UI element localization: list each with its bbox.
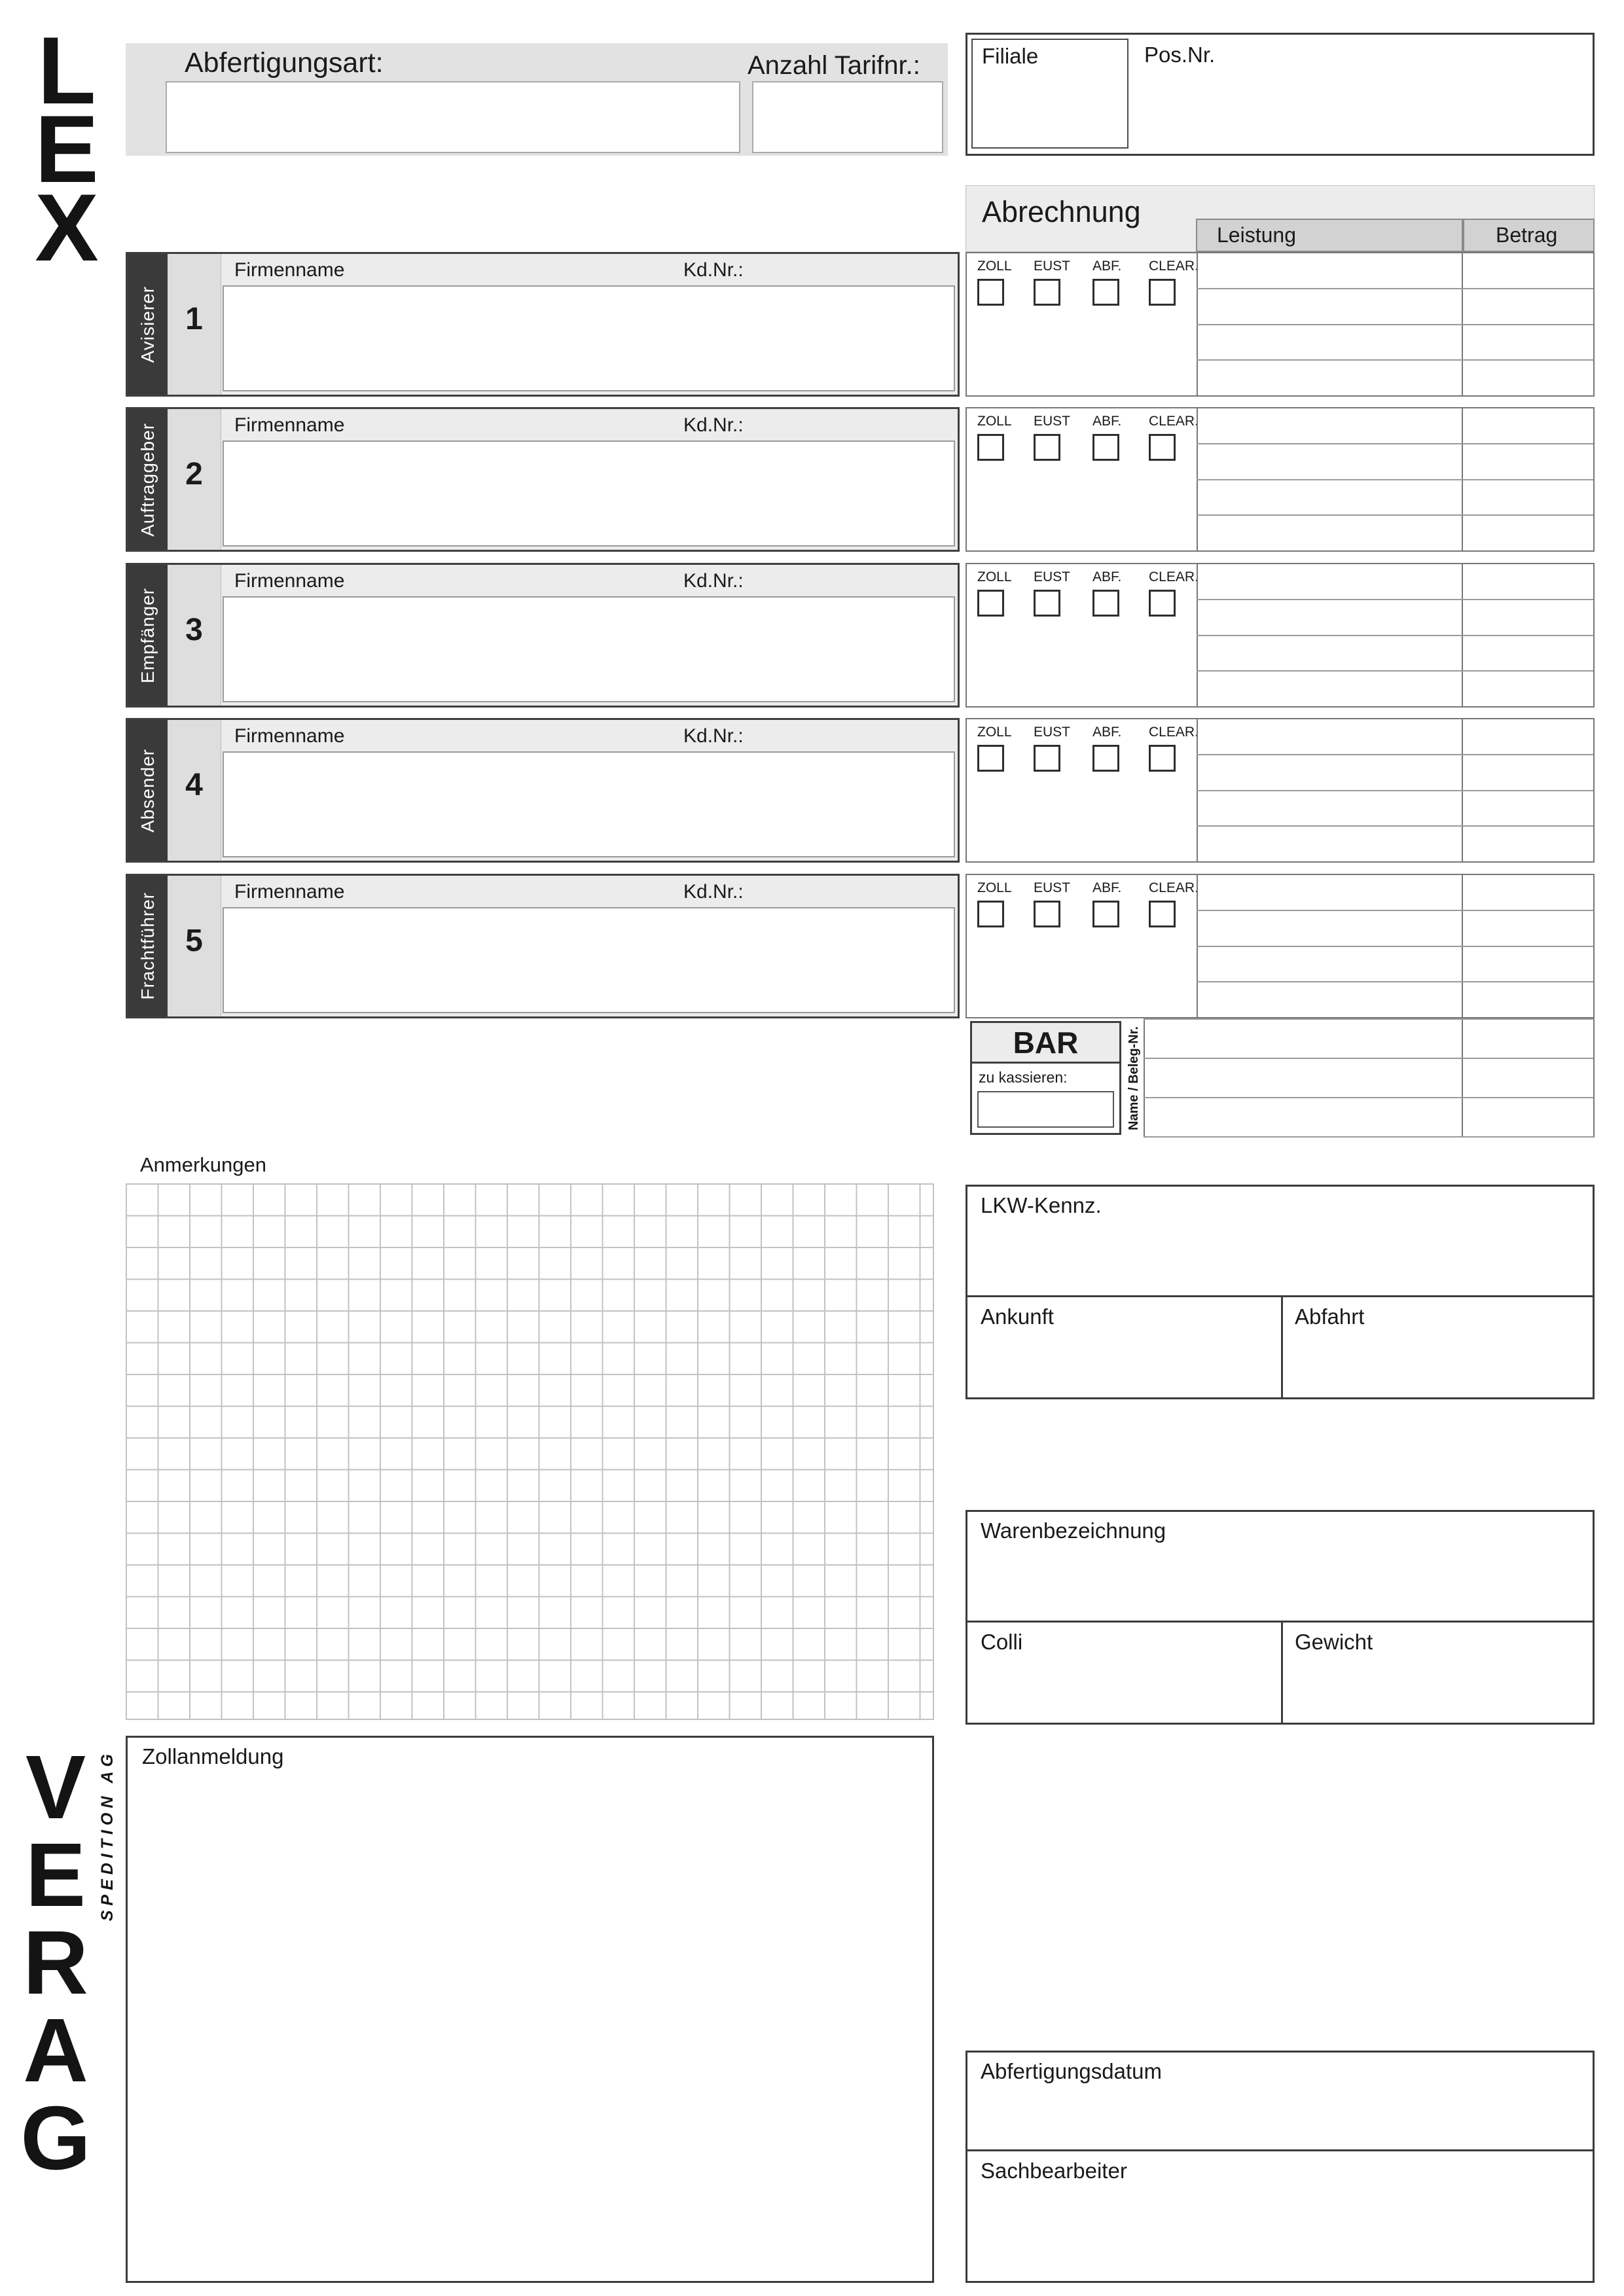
party-fields (126, 718, 960, 863)
zoll-label: ZOLL (977, 414, 1012, 429)
abf-checkbox[interactable] (1092, 434, 1119, 461)
leistung-cell[interactable] (1197, 636, 1463, 671)
party-role-label: Frachtführer (137, 892, 158, 1000)
party-number: 2 (168, 409, 221, 550)
clear-label: CLEAR. (1149, 414, 1199, 429)
table-row (1197, 719, 1593, 755)
eust-checkbox[interactable] (1034, 590, 1060, 617)
firmenname-input[interactable] (223, 285, 955, 391)
betrag-cell[interactable] (1463, 636, 1593, 671)
party-role-label: Auftraggeber (137, 422, 158, 537)
anzahl-tarifnr-input[interactable] (752, 81, 943, 153)
betrag-cell[interactable] (1463, 516, 1593, 550)
lex-logo: LEX (35, 17, 99, 281)
divider (967, 1295, 1593, 1297)
table-row (1197, 755, 1593, 791)
checkbox-area (965, 564, 1197, 706)
name-beleg-strip (1121, 1018, 1146, 1138)
eust-checkbox[interactable] (1034, 745, 1060, 772)
checkbox-area (965, 719, 1197, 861)
zoll-label: ZOLL (977, 880, 1012, 895)
abfertigungsart-section (126, 43, 948, 156)
betrag-cell[interactable] (1463, 325, 1593, 360)
eust-checkbox[interactable] (1034, 901, 1060, 927)
abf-label: ABF. (1092, 725, 1122, 740)
leistung-cell[interactable] (1197, 947, 1463, 982)
table-row (1197, 982, 1593, 1017)
abfertigungsdatum-box[interactable] (965, 2051, 1595, 2283)
leistung-cell[interactable] (1197, 480, 1463, 515)
party-block-absender (126, 718, 1595, 863)
kdnr-label: Kd.Nr.: (683, 881, 744, 903)
party-number: 3 (168, 565, 221, 706)
firmenname-label: Firmenname (234, 414, 345, 436)
table-row (1197, 480, 1593, 516)
zoll-checkbox[interactable] (977, 590, 1004, 617)
firmenname-input[interactable] (223, 751, 955, 857)
leistung-cell[interactable] (1197, 516, 1463, 550)
betrag-cell[interactable] (1463, 719, 1593, 754)
table-row (1197, 636, 1593, 672)
eust-label: EUST (1034, 725, 1071, 740)
table-row (1197, 408, 1593, 444)
verag-logo: VERAG (20, 1737, 91, 2189)
betrag-cell[interactable] (1463, 408, 1593, 443)
clear-checkbox[interactable] (1149, 434, 1176, 461)
table-row (1197, 672, 1593, 706)
leistung-cell[interactable] (1197, 325, 1463, 360)
bar-box (970, 1021, 1121, 1135)
colli-label: Colli (981, 1630, 1023, 1654)
table-row (1197, 516, 1593, 550)
bar-abrechnung-table (1144, 1018, 1595, 1138)
clear-checkbox[interactable] (1149, 745, 1176, 772)
table-row (1144, 1020, 1593, 1059)
leistung-cell[interactable] (1144, 1020, 1463, 1058)
betrag-column-header: Betrag (1463, 219, 1595, 252)
abf-checkbox[interactable] (1092, 279, 1119, 306)
table-row (1144, 1098, 1593, 1136)
abrechnung-title: Abrechnung (982, 195, 1141, 228)
table-row (1197, 875, 1593, 911)
betrag-cell[interactable] (1463, 755, 1593, 790)
betrag-cell[interactable] (1463, 289, 1593, 324)
leistung-cell[interactable] (1197, 444, 1463, 479)
party-block-frachtfuehrer (126, 874, 1595, 1018)
name-beleg-label: Name / Beleg-Nr. (1126, 1026, 1141, 1130)
abf-checkbox[interactable] (1092, 590, 1119, 617)
leistung-cell[interactable] (1197, 600, 1463, 635)
leistung-cell[interactable] (1197, 289, 1463, 324)
abfertigungsdatum-label: Abfertigungsdatum (981, 2059, 1163, 2083)
table-row (1197, 947, 1593, 983)
betrag-cell[interactable] (1463, 1059, 1593, 1097)
abf-checkbox[interactable] (1092, 901, 1119, 927)
divider (967, 2149, 1593, 2151)
table-row (1197, 600, 1593, 636)
eust-label: EUST (1034, 259, 1071, 274)
kdnr-label: Kd.Nr.: (683, 259, 744, 281)
betrag-cell[interactable] (1463, 791, 1593, 826)
zoll-checkbox[interactable] (977, 279, 1004, 306)
betrag-cell[interactable] (1463, 1098, 1593, 1136)
firmenname-input[interactable] (223, 596, 955, 702)
zoll-checkbox[interactable] (977, 434, 1004, 461)
clear-label: CLEAR. (1149, 725, 1199, 740)
abf-label: ABF. (1092, 569, 1122, 584)
zoll-label: ZOLL (977, 725, 1012, 740)
leistung-cell[interactable] (1197, 672, 1463, 706)
betrag-cell[interactable] (1463, 253, 1593, 288)
party-role-strip (128, 409, 168, 550)
party-role-strip (128, 720, 168, 861)
firmenname-input[interactable] (223, 907, 955, 1013)
party-number: 1 (168, 254, 221, 395)
clear-label: CLEAR. (1149, 880, 1199, 895)
betrag-cell[interactable] (1463, 982, 1593, 1017)
sachbearbeiter-label: Sachbearbeiter (981, 2159, 1127, 2183)
warenbezeichnung-label: Warenbezeichnung (981, 1518, 1166, 1543)
party-role-strip (128, 254, 168, 395)
zoll-label: ZOLL (977, 569, 1012, 584)
checkbox-area (965, 875, 1197, 1017)
anzahl-tarifnr-label: Anzahl Tarifnr.: (748, 51, 920, 80)
party-fields (126, 252, 960, 397)
zoll-checkbox[interactable] (977, 745, 1004, 772)
clear-checkbox[interactable] (1149, 590, 1176, 617)
clear-checkbox[interactable] (1149, 901, 1176, 927)
lkw-box[interactable] (965, 1185, 1595, 1399)
party-role-label: Avisierer (137, 285, 158, 363)
gewicht-label: Gewicht (1295, 1630, 1373, 1654)
party-abrechnung (965, 563, 1595, 708)
divider (967, 1621, 1593, 1623)
betrag-cell[interactable] (1463, 672, 1593, 706)
party-abrechnung (965, 874, 1595, 1018)
table-row (1197, 564, 1593, 600)
lkw-kennz-label: LKW-Kennz. (981, 1193, 1102, 1217)
abfertigungsart-label: Abfertigungsart: (185, 47, 384, 79)
leistung-column-header: Leistung (1196, 219, 1463, 252)
firmenname-label: Firmenname (234, 725, 345, 747)
clear-label: CLEAR. (1149, 569, 1199, 584)
abfahrt-label: Abfahrt (1295, 1304, 1365, 1329)
abrechnung-table (1197, 408, 1595, 550)
leistung-cell[interactable] (1197, 791, 1463, 826)
filiale-label: Filiale (982, 44, 1039, 68)
abrechnung-table (1197, 564, 1595, 706)
party-number: 4 (168, 720, 221, 861)
table-row (1197, 325, 1593, 361)
party-role-label: Absender (137, 748, 158, 833)
betrag-cell[interactable] (1463, 600, 1593, 635)
betrag-cell[interactable] (1463, 911, 1593, 946)
leistung-cell[interactable] (1197, 875, 1463, 910)
leistung-cell[interactable] (1197, 755, 1463, 790)
clear-label: CLEAR. (1149, 259, 1199, 274)
party-abrechnung (965, 718, 1595, 863)
eust-checkbox[interactable] (1034, 279, 1060, 306)
table-row (1144, 1059, 1593, 1098)
checkbox-area (965, 408, 1197, 550)
kdnr-label: Kd.Nr.: (683, 570, 744, 592)
leistung-cell[interactable] (1197, 408, 1463, 443)
spedition-ag-label (93, 1696, 122, 1974)
zollanmeldung-label: Zollanmeldung (142, 1744, 284, 1768)
firmenname-label: Firmenname (234, 570, 345, 592)
table-row (1197, 827, 1593, 861)
table-row (1197, 791, 1593, 827)
zu-kassieren-input[interactable] (977, 1091, 1114, 1128)
clear-checkbox[interactable] (1149, 279, 1176, 306)
eust-label: EUST (1034, 880, 1071, 895)
zollanmeldung-box[interactable] (126, 1736, 934, 2283)
betrag-cell[interactable] (1463, 1020, 1593, 1058)
table-row (1197, 253, 1593, 289)
anmerkungen-grid[interactable] (126, 1183, 934, 1720)
leistung-cell[interactable] (1197, 982, 1463, 1017)
leistung-cell[interactable] (1144, 1098, 1463, 1136)
betrag-cell[interactable] (1463, 827, 1593, 861)
eust-label: EUST (1034, 414, 1071, 429)
zu-kassieren-label: zu kassieren: (979, 1069, 1068, 1086)
kdnr-label: Kd.Nr.: (683, 414, 744, 436)
leistung-cell[interactable] (1197, 719, 1463, 754)
zoll-label: ZOLL (977, 259, 1012, 274)
party-role-strip (128, 876, 168, 1016)
leistung-cell[interactable] (1197, 564, 1463, 599)
anmerkungen-label: Anmerkungen (140, 1153, 267, 1176)
filiale-cell[interactable] (971, 39, 1128, 149)
party-block-empfaenger (126, 563, 1595, 708)
party-fields (126, 563, 960, 708)
party-abrechnung (965, 407, 1595, 552)
leistung-cell[interactable] (1197, 253, 1463, 288)
party-number: 5 (168, 876, 221, 1016)
party-abrechnung (965, 252, 1595, 397)
firmenname-input[interactable] (223, 440, 955, 547)
abfertigungsart-input[interactable] (166, 81, 740, 153)
firmenname-label: Firmenname (234, 259, 345, 281)
leistung-cell[interactable] (1197, 361, 1463, 395)
checkbox-area (965, 253, 1197, 395)
abf-label: ABF. (1092, 259, 1122, 274)
abrechnung-table (1197, 875, 1595, 1017)
table-row (1197, 444, 1593, 480)
betrag-cell[interactable] (1463, 444, 1593, 479)
spedition-ag-text: SPEDITION AG (98, 1749, 117, 1922)
abrechnung-table (1197, 253, 1595, 395)
abrechnung-header (965, 185, 1595, 252)
party-role-label: Empfänger (137, 587, 158, 683)
zoll-checkbox[interactable] (977, 901, 1004, 927)
betrag-cell[interactable] (1463, 361, 1593, 395)
table-row (1197, 289, 1593, 325)
leistung-cell[interactable] (1144, 1059, 1463, 1097)
divider (1281, 1297, 1283, 1397)
posnr-label: Pos.Nr. (1144, 43, 1216, 67)
party-block-auftraggeber (126, 407, 1595, 552)
eust-checkbox[interactable] (1034, 434, 1060, 461)
party-block-avisierer (126, 252, 1595, 397)
eust-label: EUST (1034, 569, 1071, 584)
table-row (1197, 911, 1593, 947)
party-fields (126, 407, 960, 552)
leistung-cell[interactable] (1197, 827, 1463, 861)
bar-title: BAR (972, 1023, 1119, 1064)
leistung-cell[interactable] (1197, 911, 1463, 946)
bar-section (965, 1018, 1595, 1138)
divider (1281, 1623, 1283, 1723)
filiale-posnr-box (965, 33, 1595, 156)
betrag-cell[interactable] (1463, 480, 1593, 515)
party-role-strip (128, 565, 168, 706)
abf-label: ABF. (1092, 414, 1122, 429)
abf-label: ABF. (1092, 880, 1122, 895)
table-row (1197, 361, 1593, 395)
warenbezeichnung-box[interactable] (965, 1510, 1595, 1725)
kdnr-label: Kd.Nr.: (683, 725, 744, 747)
abrechnung-table (1197, 719, 1595, 861)
firmenname-label: Firmenname (234, 881, 345, 903)
abf-checkbox[interactable] (1092, 745, 1119, 772)
betrag-cell[interactable] (1463, 875, 1593, 910)
party-fields (126, 874, 960, 1018)
ankunft-label: Ankunft (981, 1304, 1054, 1329)
betrag-cell[interactable] (1463, 947, 1593, 982)
betrag-cell[interactable] (1463, 564, 1593, 599)
